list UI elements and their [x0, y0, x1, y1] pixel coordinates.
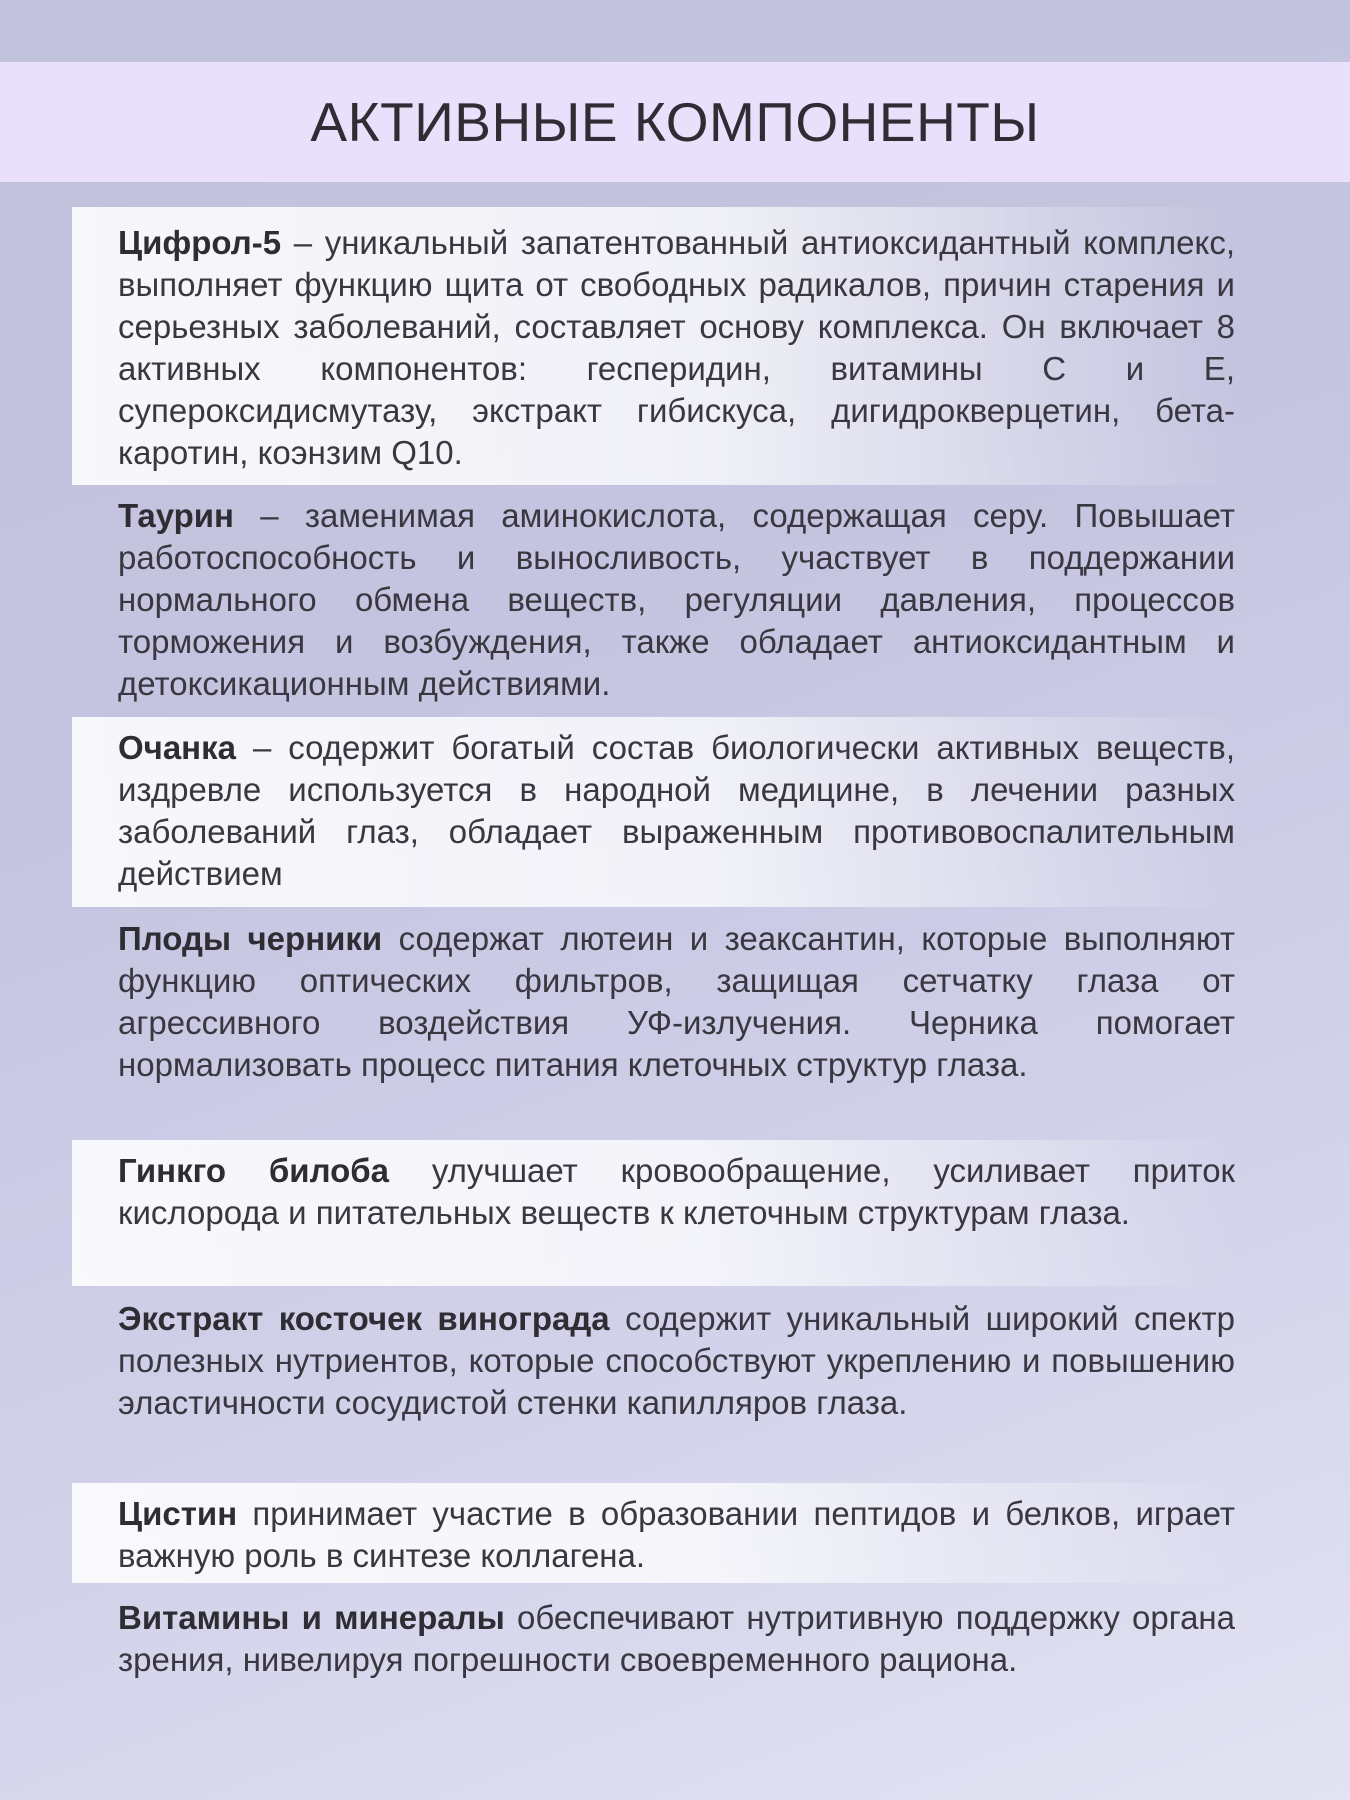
component-block-vitamins [72, 1597, 1235, 1732]
page-title: АКТИВНЫЕ КОМПОНЕНТЫ [310, 91, 1040, 153]
component-block-cystine [72, 1483, 1235, 1583]
component-description: принимает участие в образовании пептидов и белков, играет важную роль в синтезе коллагена. [118, 1495, 1235, 1574]
component-block-bilberry [72, 918, 1235, 1133]
component-paragraph [118, 918, 1235, 1086]
component-block-ginkgo [72, 1140, 1235, 1286]
component-description: содержат лютеин и зеаксантин, которые выполняют функцию оптических фильтров, защищая сетчатку глаза от агрессивного воздействия УФ-излучения. Черника помогает нормализовать процесс питания клеточных структур глаза. [118, 920, 1235, 1083]
component-block-grape-seed [72, 1298, 1235, 1473]
component-paragraph [118, 1597, 1235, 1681]
component-name: Таурин [118, 497, 234, 534]
component-paragraph [118, 1493, 1235, 1577]
component-description: – заменимая аминокислота, содержащая серу. Повышает работоспособность и выносливость, участвует в поддержании нормального обмена веществ, регуляции давления, процессов торможения и возбуждения, также обладает антиоксидантным и детоксикационным действиями. [118, 497, 1235, 702]
component-name: Гинкго билоба [118, 1152, 390, 1189]
component-description: – уникальный запатентованный антиоксидантный комплекс, выполняет функцию щита от свободных радикалов, причин старения и серьезных заболеваний, составляет основу комплекса. Он включает 8 активных компонентов: гесперидин, витамины С и Е, супероксидисмутазу, экстракт гибискуса, дигидрокверцетин, бета-каротин, коэнзим Q10. [118, 224, 1235, 471]
component-paragraph [118, 495, 1235, 705]
component-paragraph [118, 727, 1235, 895]
component-name: Очанка [118, 729, 236, 766]
component-description: обеспечивают нутритивную поддержку органа зрения, нивелируя погрешности своевременного рациона. [118, 1599, 1235, 1678]
component-name: Цистин [118, 1495, 238, 1532]
component-block-taurine [72, 495, 1235, 710]
component-description: улучшает кровообращение, усиливает приток кислорода и питательных веществ к клеточным структурам глаза. [118, 1152, 1235, 1231]
component-name: Витамины и минералы [118, 1599, 505, 1636]
component-name: Цифрол-5 [118, 224, 282, 261]
component-name: Плоды черники [118, 920, 383, 957]
component-paragraph [118, 1150, 1235, 1234]
component-paragraph [118, 222, 1235, 474]
component-name: Экстракт косточек винограда [118, 1300, 610, 1337]
component-block-eyebright [72, 717, 1235, 907]
component-description: – содержит богатый состав биологически активных веществ, издревле используется в народной медицине, в лечении разных заболеваний глаз, обладает выраженным противовоспалительным действием [118, 729, 1235, 892]
component-block-cifrol [72, 207, 1235, 485]
component-paragraph [118, 1298, 1235, 1424]
header-banner [0, 62, 1350, 182]
component-description: содержит уникальный широкий спектр полезных нутриентов, которые способствуют укреплению и повышению эластичности сосудистой стенки капилляров глаза. [118, 1300, 1235, 1421]
